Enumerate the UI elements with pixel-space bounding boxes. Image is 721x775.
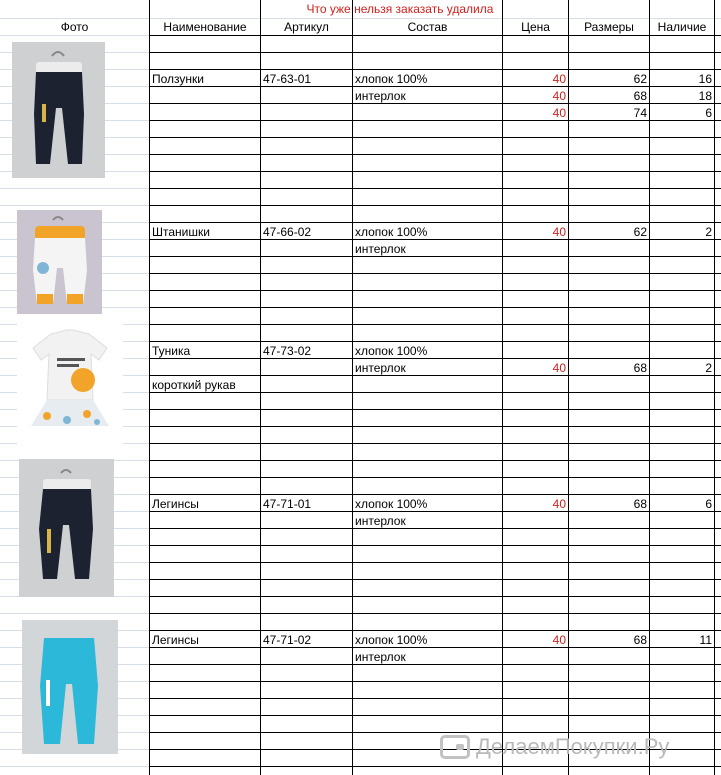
price-cell[interactable]: 40: [552, 72, 566, 86]
product-composition[interactable]: хлопок 100%: [355, 344, 428, 358]
table-row-border: [149, 426, 721, 427]
table-row-border: [149, 562, 721, 563]
product-name[interactable]: Легинсы: [152, 633, 199, 647]
header-stock[interactable]: Наличие: [657, 20, 707, 34]
column-border: [352, 0, 353, 775]
header-composition[interactable]: Состав: [407, 20, 448, 34]
size-cell[interactable]: 62: [633, 225, 647, 239]
table-row-border: [149, 443, 721, 444]
table-row-border: [149, 715, 721, 716]
table-row-border: [149, 341, 721, 342]
product-article[interactable]: 47-73-02: [263, 344, 312, 358]
table-row-border: [149, 256, 721, 257]
header-name[interactable]: Наименование: [163, 20, 247, 34]
table-row-border: [149, 188, 721, 189]
table-row-border: [149, 358, 721, 359]
table-row-border: [149, 698, 721, 699]
table-row-border: [149, 273, 721, 274]
tunic-photo: [17, 314, 123, 456]
product-composition[interactable]: хлопок 100%: [355, 497, 428, 511]
size-cell[interactable]: 68: [633, 497, 647, 511]
product-photo[interactable]: [17, 210, 102, 314]
table-row-border: [149, 596, 721, 597]
product-photo[interactable]: [12, 42, 105, 178]
product-composition[interactable]: хлопок 100%: [355, 72, 428, 86]
product-article[interactable]: 47-63-01: [263, 72, 312, 86]
table-row-border: [149, 477, 721, 478]
stock-cell[interactable]: 16: [698, 72, 712, 86]
product-name[interactable]: Ползунки: [152, 72, 204, 86]
size-cell[interactable]: 74: [633, 106, 647, 120]
table-row-border: [149, 171, 721, 172]
price-cell[interactable]: 40: [552, 633, 566, 647]
table-row-border: [149, 630, 721, 631]
product-article[interactable]: 47-71-02: [263, 633, 312, 647]
rompers-photo: [12, 42, 105, 178]
price-cell[interactable]: 40: [552, 89, 566, 103]
table-row-border: [149, 579, 721, 580]
price-cell[interactable]: 40: [552, 225, 566, 239]
table-row-border: [149, 409, 721, 410]
table-row-border: [149, 154, 721, 155]
trousers-photo: [17, 210, 102, 314]
table-row-border: [149, 52, 721, 53]
price-cell[interactable]: 40: [552, 106, 566, 120]
product-article[interactable]: 47-66-02: [263, 225, 312, 239]
stock-cell[interactable]: 6: [705, 106, 712, 120]
stock-cell[interactable]: 2: [705, 361, 712, 375]
table-row-border: [149, 222, 721, 223]
watermark: [440, 727, 669, 767]
leggings-photo: [22, 620, 118, 754]
size-cell[interactable]: 62: [633, 72, 647, 86]
stock-cell[interactable]: 11: [699, 633, 712, 647]
stock-cell[interactable]: 18: [698, 89, 712, 103]
table-row-border: [149, 307, 721, 308]
product-composition[interactable]: интерлок: [355, 89, 406, 103]
column-border: [149, 0, 150, 775]
stock-cell[interactable]: 6: [705, 497, 712, 511]
table-row-border: [149, 137, 721, 138]
product-composition[interactable]: интерлок: [355, 242, 406, 256]
header-sizes[interactable]: Размеры: [584, 20, 634, 34]
product-note[interactable]: короткий рукав: [152, 378, 236, 392]
table-row-border: [149, 494, 721, 495]
watermark-text: ДелаемПокупки.Ру: [476, 734, 670, 759]
product-composition[interactable]: хлопок 100%: [355, 633, 428, 647]
product-photo[interactable]: [17, 314, 123, 456]
product-composition[interactable]: интерлок: [355, 514, 406, 528]
product-photo[interactable]: [22, 620, 118, 754]
header-price[interactable]: Цена: [521, 20, 550, 34]
product-name[interactable]: Легинсы: [152, 497, 199, 511]
product-composition[interactable]: хлопок 100%: [355, 225, 428, 239]
leggings-photo: [19, 459, 114, 597]
column-border: [260, 0, 261, 775]
header-photo[interactable]: Фото: [60, 20, 89, 34]
size-cell[interactable]: 68: [633, 633, 647, 647]
table-row-border: [149, 545, 721, 546]
size-cell[interactable]: 68: [633, 89, 647, 103]
stock-cell[interactable]: 2: [705, 225, 712, 239]
product-article[interactable]: 47-71-01: [263, 497, 312, 511]
product-name[interactable]: Штанишки: [152, 225, 210, 239]
product-name[interactable]: Туника: [152, 344, 191, 358]
sheet-title[interactable]: Что уже нельзя заказать удалила: [306, 2, 494, 16]
size-cell[interactable]: 68: [633, 361, 647, 375]
table-row-border: [149, 460, 721, 461]
table-row-border: [149, 613, 721, 614]
column-border: [714, 0, 715, 775]
table-row-border: [149, 664, 721, 665]
table-row-border: [149, 324, 721, 325]
table-row-border: [149, 205, 721, 206]
price-cell[interactable]: 40: [552, 361, 566, 375]
wallet-icon: [440, 735, 470, 759]
table-row-border: [149, 290, 721, 291]
price-cell[interactable]: 40: [552, 497, 566, 511]
product-composition[interactable]: интерлок: [355, 650, 406, 664]
product-photo[interactable]: [19, 459, 114, 597]
table-row-border: [149, 681, 721, 682]
product-composition[interactable]: интерлок: [355, 361, 406, 375]
table-row-border: [149, 528, 721, 529]
header-article[interactable]: Артикул: [284, 20, 329, 34]
table-row-border: [149, 69, 721, 70]
